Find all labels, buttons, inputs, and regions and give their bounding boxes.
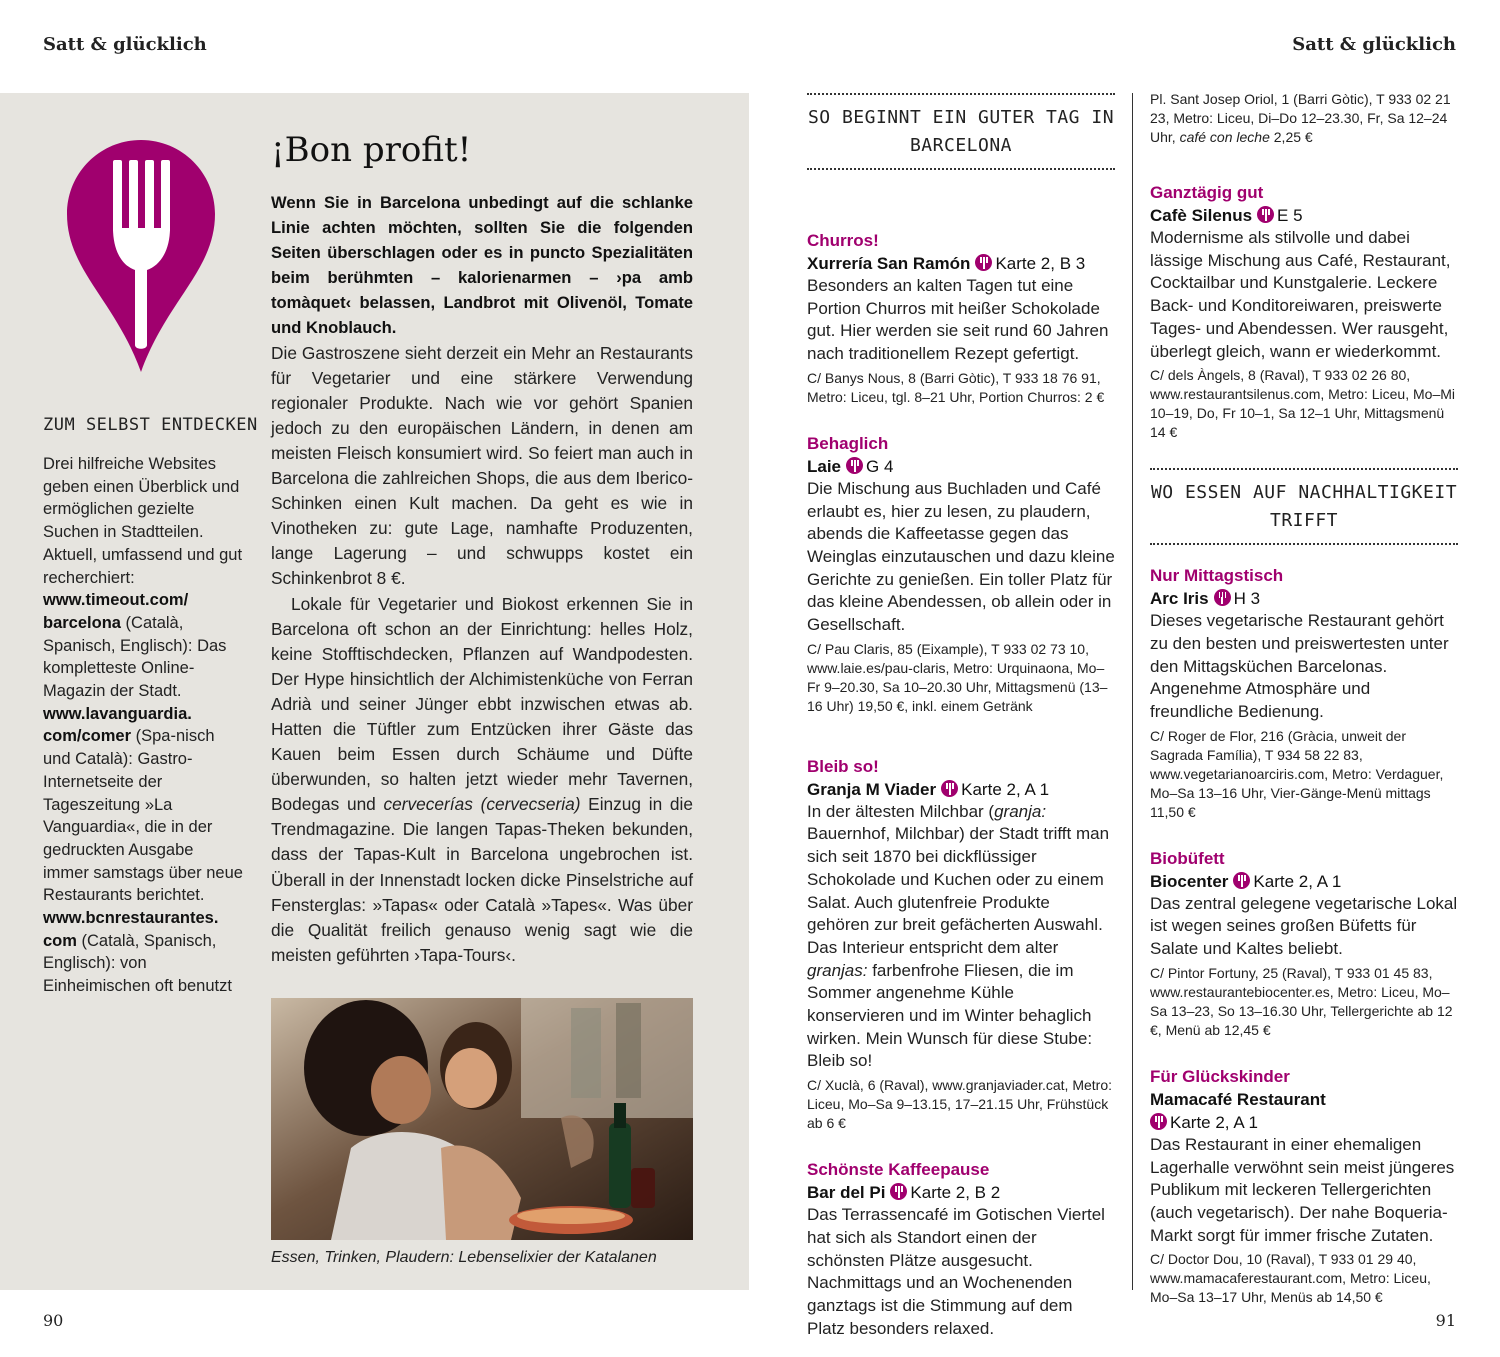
entry-description: Das Restaurant in einer ehemaligen Lagerhalle verwöhnt sein meist jüngeres Publikum mit leckeren Tellergerichten (auch vegetarisch). Der nahe Boqueria-Markt sorgt für immer frische Zutaten. [1150, 1134, 1455, 1245]
fork-map-icon [941, 780, 958, 797]
sidebar-tips [43, 415, 258, 998]
entry-name-row [1150, 587, 1458, 610]
entry-category: Schönste Kaffeepause [807, 1160, 990, 1180]
website-desc-timeout: (Català, Spanisch, Englisch): Das kompletteste Online-Magazin der Stadt. [43, 613, 227, 701]
entry-description-part: Bauernhof, Milchbar) der Stadt trifft man sich seit 1870 bei dickflüssiger Schokolade und Kuchen oder zu einem Salat. Auch glutenfreie Produkte gehören zur breit gefächerten Auswahl. Das Interieur entspricht dem alter [807, 824, 1110, 957]
entry-category: Bleib so! [807, 756, 879, 776]
entry-info: C/ Pintor Fortuny, 25 (Raval), T 933 01 45 83, www.restaurantebiocenter.es, Metro: Liceu, Mo–Sa 13–23, So 13–16.30 Uhr, Tellergerichte ab 12 €, Menü ab 12,45 € [1150, 964, 1453, 1038]
photo-couple-eating-tapas [271, 998, 693, 1240]
entry-name: Biocenter [1150, 871, 1229, 891]
column-divider [1132, 93, 1133, 1290]
entry-biocenter [1150, 848, 1458, 1040]
entry-description: Die Mischung aus Buchladen und Café erlaubt es, hier zu lesen, zu plaudern, abends die Kaffeetasse gegen das Weinglas einzutauschen und dazu kleine Gerichte zu genießen. Ein toller Platz für das kleine Abendessen, ob allein oder in Gesellschaft. [807, 478, 1115, 635]
entry-mamacafe [1150, 1066, 1458, 1308]
entry-info: C/ Banys Nous, 8 (Barri Gòtic), T 933 18 76 91, Metro: Liceu, tgl. 8–21 Uhr, Portion Churros: 2 € [807, 369, 1105, 405]
entry-map-ref[interactable]: Karte 2, A 1 [1170, 1112, 1258, 1132]
sidebar-intro: Drei hilfreiche Websites geben einen Überblick und ermöglichen gezielte Suchen in Stadtteilen. Aktuell, umfassend und gut recherchiert: [43, 455, 243, 587]
fork-map-icon [1257, 206, 1274, 223]
entry-map-ref[interactable]: Karte 2, B 2 [910, 1183, 1001, 1203]
fork-pin-icon [67, 140, 215, 372]
entry-name: Laie [807, 456, 842, 476]
entry-name-row [807, 455, 1115, 478]
photo-caption: Essen, Trinken, Plaudern: Lebenselixier der Katalanen [271, 1249, 657, 1266]
entry-name: Mamacafé Restaurant [1150, 1089, 1326, 1109]
entry-category: Ganztägig gut [1150, 183, 1264, 202]
running-head-left: Satt & glücklich [43, 34, 207, 55]
entry-name-row [1150, 870, 1458, 893]
article [271, 128, 693, 968]
page-number-right: 91 [1435, 1311, 1456, 1330]
fork-map-icon [846, 457, 863, 474]
entry-name-row [807, 252, 1115, 275]
website-link-timeout[interactable]: www.timeout.com/ barcelona [43, 591, 189, 632]
sidebar-heading: ZUM SELBST ENTDECKEN [43, 415, 258, 435]
entry-map-ref[interactable]: G 4 [866, 456, 894, 476]
entry-map-ref[interactable]: Karte 2, A 1 [961, 779, 1050, 799]
entry-name-row [807, 1181, 1115, 1204]
article-paragraph-1: Die Gastroszene sieht derzeit ein Mehr an Restaurants für Vegetarier und eine stärkere Verwendung regionaler Produkte. Nach wie vor gehört Spanien jedoch zu den europäischen Ländern, in denen am meisten Fleisch konsumiert wird. So feiert man auch in Barcelona die zahlreichen Shops, die aus dem Iberico-Schinken einen Kult machen. Da geht es wie in Vinotheken zu: gute Lage, namhafte Produzenten, lange Lagerung – und schwupps kostet ein Schinkenbrot 8 €. [271, 342, 693, 589]
website-desc-bcnrestaurantes: (Català, Spanisch, Englisch): von Einheimischen oft benutzt [43, 931, 232, 996]
entry-name: Cafè Silenus [1150, 206, 1253, 225]
entry-bar-del-pi [807, 1159, 1115, 1340]
restaurant-column-left [807, 93, 1115, 1340]
article-title: ¡Bon profit! [271, 130, 472, 170]
entry-map-ref[interactable]: E 5 [1277, 206, 1303, 225]
entry-description: Dieses vegetarische Restaurant gehört zu den besten und preiswertesten unter den Mittagsküchen Barcelonas. Angenehme Atmosphäre und freundliche Bedienung. [1150, 611, 1449, 722]
entry-name: Bar del Pi [807, 1183, 886, 1203]
website-desc-lavanguardia: (Spa-nisch und Català): Gastro-Internetseite der Tageszeitung »La Vanguardia«, die in der gedruckten Ausgabe immer samstags über neue Restaurants berichtet. [43, 727, 243, 905]
article-body [271, 341, 693, 968]
entry-info-italic: café con leche [1179, 129, 1270, 145]
entry-silenus [1150, 182, 1458, 442]
article-paragraph-2-italic: cervecerías (cervecseria) [383, 794, 581, 815]
entry-name-row [1150, 1088, 1458, 1111]
entry-category: Behaglich [807, 433, 889, 453]
entry-info-part: Pl. Sant Josep Oriol, 1 (Barri Gòtic), T 933 02 21 23, Metro: Liceu, Di–Do 12–23.30, Fr, Sa 12–24 Uhr, [1150, 91, 1451, 145]
entry-info: C/ Pau Claris, 85 (Eixample), T 933 02 73 10, www.laie.es/pau-claris, Metro: Urquinaona, Mo–Fr 9–20.30, Sa 10–20.30 Uhr, Mittagsmenü (13–16 Uhr) 19,50 €, inkl. einem Getränk [807, 640, 1108, 714]
entry-churros [807, 230, 1115, 407]
sidebar-text [43, 453, 243, 998]
article-lead: Wenn Sie in Barcelona unbedingt auf die schlanke Linie achten möchten, sollten Sie die folgenden Seiten überschlagen oder es in puncto Spezialitäten beim berühmten – kalorienarmen – ›pa amb tomàquet‹ belassen, Landbrot mit Olivenöl, Tomate und Knoblauch. [271, 193, 693, 338]
entry-description-italic: granjas: [807, 960, 868, 980]
entry-description-italic: granja: [994, 801, 1047, 821]
entry-description: Besonders an kalten Tagen tut eine Portion Churros mit heißer Schokolade gut. Hier werden sie seit rund 60 Jahren nach traditionellem Rezept gefertigt. [807, 276, 1109, 364]
running-head-right: Satt & glücklich [1292, 34, 1456, 55]
section-title-nachhaltigkeit: WO ESSEN AUF NACHHALTIGKEIT TRIFFT [1150, 468, 1458, 545]
fork-map-icon [1214, 589, 1231, 606]
entry-arc-iris [1150, 565, 1458, 822]
fork-map-icon [1233, 872, 1250, 889]
entry-name-row [1150, 204, 1458, 227]
entry-info-bar-del-pi [1150, 90, 1458, 147]
entry-map-ref[interactable]: Karte 2, A 1 [1253, 871, 1342, 891]
article-paragraph-2-start: Lokale für Vegetarier und Biokost erkennen Sie in Barcelona oft schon an der Einrichtung: helles Holz, keine Stofftischdecken, Pflanzen auf Wandpodesten. Der Hype hinsichtlich der Alchimistenküche von Ferran Adrià und seiner Jünger ebbt inzwischen etwas ab. Hatten die Tüftler zum Entzücken ihrer Gäste das Kauen beim Essen durch Schäume und Düfte überwunden, so halten jetzt wieder mehr Tavernen, Bodegas und [271, 593, 693, 815]
entry-category: Für Glückskinder [1150, 1066, 1290, 1086]
entry-description: Das Terrassencafé im Gotischen Viertel hat sich als Standort einen der schönsten Plätze ausgesucht. Nachmittags und an Wochenenden ganztags ist die Stimmung auf dem Platz besonders relaxed. [807, 1205, 1105, 1338]
entry-category: Biobüfett [1150, 848, 1225, 868]
article-paragraph-2 [271, 592, 693, 968]
entry-map-row [1150, 1111, 1458, 1134]
entry-name: Xurrería San Ramón [807, 254, 971, 273]
entry-category: Nur Mittagstisch [1150, 566, 1284, 586]
fork-map-icon [975, 254, 992, 271]
entry-info: C/ dels Àngels, 8 (Raval), T 933 02 26 80, www.restaurantsilenus.com, Metro: Liceu, Mo–Mi 10–19, Do, Fr 10–1, Sa 12–1 Uhr, Mittagsmenü 14 € [1150, 367, 1455, 441]
entry-description-part: In der ältesten Milchbar ( [807, 801, 995, 821]
article-paragraph-2-end: Einzug in die Trendmagazine. Die langen Tapas-Theken bekunden, dass der Tapas-Kult in Barcelona ungebrochen ist. Überall in der Innenstadt locken dicke Pinselstriche auf Fensterglas: »Tapas« oder Català »Tapes«. Was über die Qualität freilich genauso wenig sagt wie die meisten geführten ›Tapa-Tours‹. [271, 794, 693, 965]
entry-description-part: farbenfrohe Fliesen, die im Sommer angenehme Kühle konservieren und im Winter behaglich wirken. Mein Wunsch für diese Stube: Bleib so! [807, 960, 1093, 1071]
entry-laie [807, 433, 1115, 716]
entry-name-row [807, 778, 1115, 801]
entry-description: Das zentral gelegene vegetarische Lokal ist wegen seines großen Büfetts für Salate und Kaltes beliebt. [1150, 893, 1458, 959]
entry-name: Granja M Viader [807, 779, 937, 799]
entry-info: C/ Xuclà, 6 (Raval), www.granjaviader.cat, Metro: Liceu, Mo–Sa 9–13.15, 17–21.15 Uhr, Frühstück ab 6 € [807, 1077, 1113, 1132]
entry-category: Churros! [807, 231, 879, 250]
restaurant-column-right [1150, 93, 1458, 1307]
page-number-left: 90 [43, 1311, 64, 1330]
entry-viader [807, 756, 1115, 1133]
entry-description [807, 801, 1115, 1073]
entry-description: Modernisme als stilvolle und dabei lässige Mischung aus Café, Restaurant, Cocktailbar und Kunstgalerie. Leckere Back- und Konditoreiwaren, preiswerte Tages- und Abendessen. Wer rausgeht, überlegt gleich, wann er wiederkommt. [1150, 228, 1451, 361]
section-title-guter-tag: SO BEGINNT EIN GUTER TAG IN BARCELONA [807, 93, 1115, 170]
entry-map-ref[interactable]: H 3 [1233, 589, 1261, 609]
entry-info: C/ Roger de Flor, 216 (Gràcia, unweit der Sagrada Família), T 934 58 22 83, www.vegetarianoarciris.com, Metro: Verdaguer, Mo–Sa 13–16 Uhr, Vier-Gänge-Menü mittags 11,50 € [1150, 727, 1444, 820]
website-link-bcnrestaurantes[interactable]: www.bcnrestaurantes. com [43, 909, 219, 950]
fork-map-icon [1150, 1113, 1167, 1130]
entry-map-ref[interactable]: Karte 2, B 3 [995, 254, 1086, 273]
website-link-lavanguardia[interactable]: www.lavanguardia. com/comer [43, 704, 192, 746]
fork-map-icon [890, 1183, 907, 1200]
entry-info: C/ Doctor Dou, 10 (Raval), T 933 01 29 40, www.mamacaferestaurant.com, Metro: Liceu, Mo–Sa 13–17 Uhr, Menüs ab 14,50 € [1150, 1251, 1431, 1306]
entry-name: Arc Iris [1150, 589, 1209, 609]
entry-info-part: 2,25 € [1269, 129, 1313, 145]
